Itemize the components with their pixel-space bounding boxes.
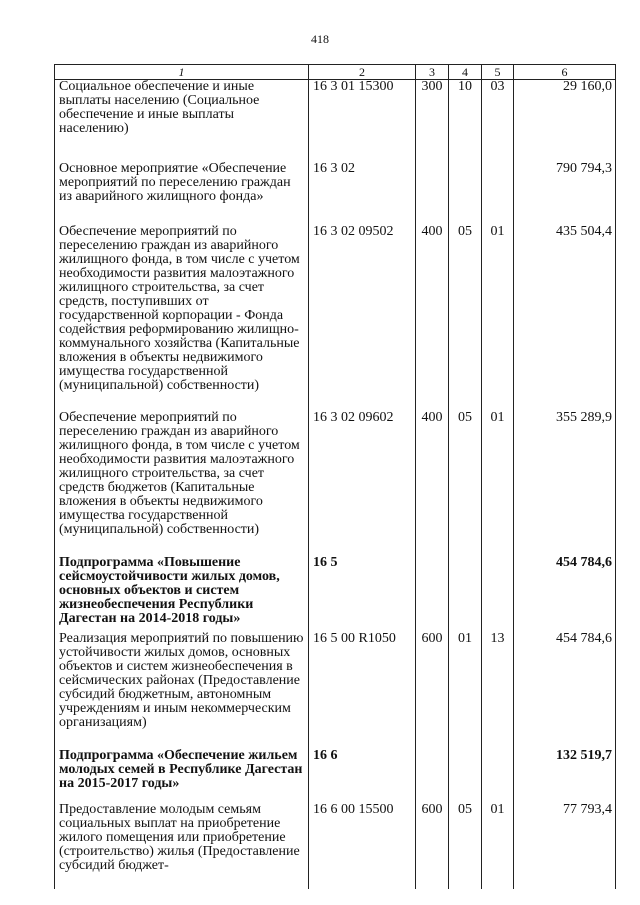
row-csr-code: 16 3 02 <box>309 162 416 225</box>
row-sum: 355 289,9 <box>514 411 616 556</box>
row-csr-code: 16 3 02 09602 <box>309 411 416 556</box>
row-pr-code: 13 <box>482 632 514 749</box>
row-csr-code: 16 3 01 15300 <box>309 80 416 162</box>
row-pr-code <box>482 749 514 803</box>
row-csr-code: 16 3 02 09502 <box>309 225 416 411</box>
row-name: Реализация мероприятий по повышению устойчивости жилых домов, основных объектов и систем жизнеобеспечения в сейсмических районах (Предоставление субсидий бюджетным, автономным учреждениям и иным некоммерческим организациям) <box>55 632 309 749</box>
row-vr-code: 400 <box>416 225 449 411</box>
row-csr-code: 16 5 00 R1050 <box>309 632 416 749</box>
row-vr-code <box>416 556 449 632</box>
row-pr-code: 01 <box>482 225 514 411</box>
table-row <box>55 749 616 803</box>
row-sum: 790 794,3 <box>514 162 616 225</box>
row-pr-code: 03 <box>482 80 514 162</box>
row-vr-code: 300 <box>416 80 449 162</box>
row-sum: 454 784,6 <box>514 632 616 749</box>
row-name: Основное мероприятие «Обеспечение мероприятий по переселению граждан из аварийного жилищного фонда» <box>55 162 309 225</box>
row-rz-code <box>449 556 482 632</box>
budget-table <box>54 64 616 889</box>
row-sum: 132 519,7 <box>514 749 616 803</box>
row-pr-code <box>482 556 514 632</box>
table-row <box>55 162 616 225</box>
row-rz-code: 05 <box>449 411 482 556</box>
row-sum: 435 504,4 <box>514 225 616 411</box>
row-name: Обеспечение мероприятий по переселению граждан из аварийного жилищного фонда, в том числе с учетом необходимости развития малоэтажного жилищного строительства, за счет средств бюджетов (Капитальные вложения в объекты недвижимого имущества государственной (муниципальной) собственности) <box>55 411 309 556</box>
table-row <box>55 556 616 632</box>
row-vr-code <box>416 749 449 803</box>
row-rz-code: 05 <box>449 803 482 889</box>
row-vr-code: 400 <box>416 411 449 556</box>
header-col-rz: 4 <box>449 65 482 80</box>
row-name: Обеспечение мероприятий по переселению граждан из аварийного жилищного фонда, в том числе с учетом необходимости развития малоэтажного жилищного строительства, за счет средств, поступивших от государственной корпорации - Фонда содействия реформированию жилищно-коммунального хозяйства (Капитальные вложения в объекты недвижимого имущества государственной (муниципальной) собственности) <box>55 225 309 411</box>
row-sum: 29 160,0 <box>514 80 616 162</box>
table-row <box>55 803 616 889</box>
header-col-name: 1 <box>55 65 309 80</box>
row-rz-code <box>449 749 482 803</box>
row-csr-code: 16 6 00 15500 <box>309 803 416 889</box>
header-col-sum: 6 <box>514 65 616 80</box>
row-rz-code: 10 <box>449 80 482 162</box>
header-col-pr: 5 <box>482 65 514 80</box>
row-pr-code <box>482 162 514 225</box>
row-sum: 454 784,6 <box>514 556 616 632</box>
table-row <box>55 225 616 411</box>
page-number: 418 <box>311 32 329 46</box>
row-name: Предоставление молодым семьям социальных выплат на приобретение жилого помещения или приобретение (строительство) жилья (Предоставление субсидий бюджет- <box>55 803 309 889</box>
row-pr-code: 01 <box>482 411 514 556</box>
table-row <box>55 80 616 162</box>
subprogram-name: Подпрограмма «Повышение сейсмоустойчивости жилых домов, основных объектов и систем жизнеобеспечения Республики Дагестан на 2014-2018 годы» <box>55 556 309 632</box>
row-rz-code: 05 <box>449 225 482 411</box>
row-vr-code: 600 <box>416 632 449 749</box>
row-rz-code <box>449 162 482 225</box>
row-vr-code <box>416 162 449 225</box>
header-col-vr: 3 <box>416 65 449 80</box>
header-col-csr: 2 <box>309 65 416 80</box>
table-row <box>55 411 616 556</box>
row-csr-code: 16 5 <box>309 556 416 632</box>
row-vr-code: 600 <box>416 803 449 889</box>
table-header-row <box>55 65 616 80</box>
subprogram-name: Подпрограмма «Обеспечение жильем молодых семей в Республике Дагестан на 2015-2017 годы» <box>55 749 309 803</box>
row-rz-code: 01 <box>449 632 482 749</box>
row-pr-code: 01 <box>482 803 514 889</box>
row-csr-code: 16 6 <box>309 749 416 803</box>
row-sum: 77 793,4 <box>514 803 616 889</box>
row-name: Социальное обеспечение и иные выплаты населению (Социальное обеспечение и иные выплаты населению) <box>55 80 309 162</box>
table-row <box>55 632 616 749</box>
